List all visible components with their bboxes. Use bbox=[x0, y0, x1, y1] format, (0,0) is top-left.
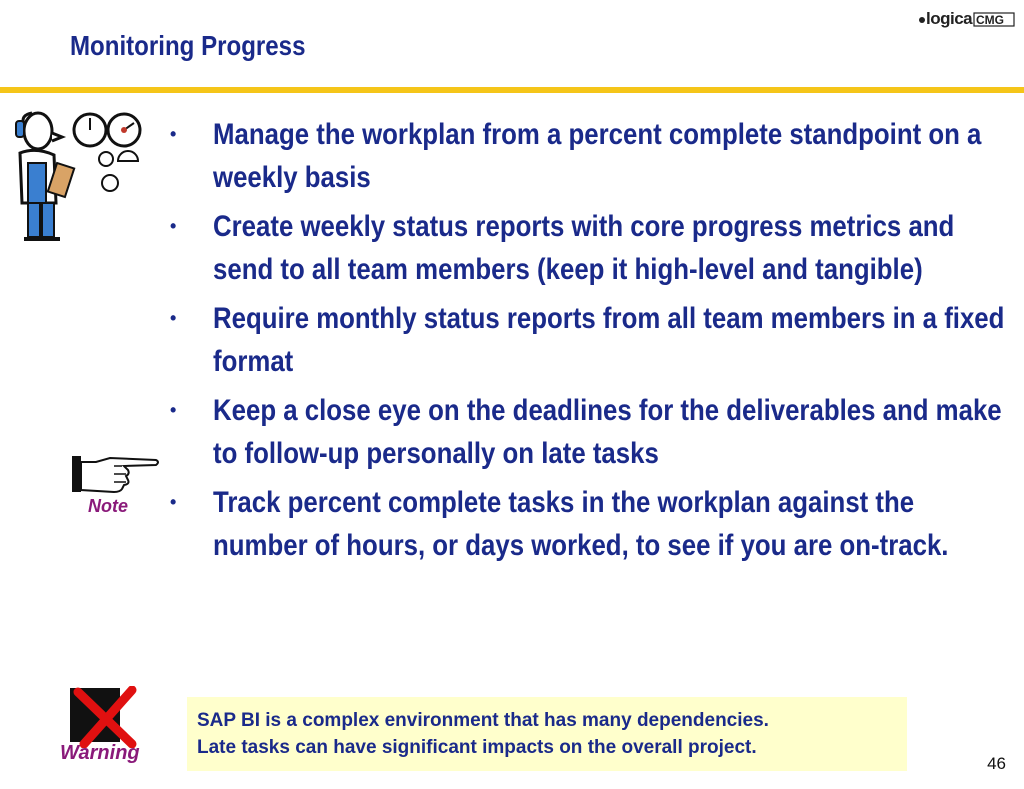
bullet-text: Require monthly status reports from all team members in a fixed format bbox=[213, 302, 1005, 378]
bullet-marker: • bbox=[170, 492, 177, 512]
bullet-text: Track percent complete tasks in the workplan against the number of hours, or days worked, to see if you are on-track. bbox=[213, 486, 949, 562]
title-divider-rule bbox=[0, 87, 1024, 93]
bullet-item bbox=[170, 481, 1010, 567]
page-number: 46 bbox=[987, 754, 1006, 773]
slide-title: Monitoring Progress bbox=[70, 30, 306, 61]
svg-text:CMG: CMG bbox=[976, 13, 1004, 27]
note-label: Note bbox=[88, 496, 128, 516]
bullet-marker: • bbox=[170, 400, 177, 420]
bullet-text: Keep a close eye on the deadlines for the deliverables and make to follow-up personally on late tasks bbox=[213, 394, 1002, 470]
bullet-list bbox=[170, 113, 1010, 573]
pointing-hand-icon bbox=[70, 452, 162, 496]
logicacmg-logo bbox=[916, 6, 1016, 30]
bullet-item bbox=[170, 297, 1010, 383]
svg-text:logica: logica bbox=[926, 9, 973, 28]
man-with-gauges-illustration bbox=[6, 103, 156, 248]
red-x-warning-icon bbox=[70, 686, 142, 748]
warning-label: Warning bbox=[60, 742, 140, 764]
bullet-text: Manage the workplan from a percent complete standpoint on a weekly basis bbox=[213, 118, 982, 194]
bullet-marker: • bbox=[170, 308, 177, 328]
bullet-item bbox=[170, 389, 1010, 475]
bullet-item bbox=[170, 113, 1010, 199]
bullet-item bbox=[170, 205, 1010, 291]
callout-line-1: SAP BI is a complex environment that has many dependencies. bbox=[197, 710, 769, 731]
bullet-marker: • bbox=[170, 124, 177, 144]
warning-callout-box bbox=[187, 697, 907, 771]
bullet-marker: • bbox=[170, 216, 177, 236]
bullet-text: Create weekly status reports with core progress metrics and send to all team members (keep it high-level and tangible) bbox=[213, 210, 955, 286]
callout-line-2: Late tasks can have significant impacts on the overall project. bbox=[197, 737, 757, 758]
